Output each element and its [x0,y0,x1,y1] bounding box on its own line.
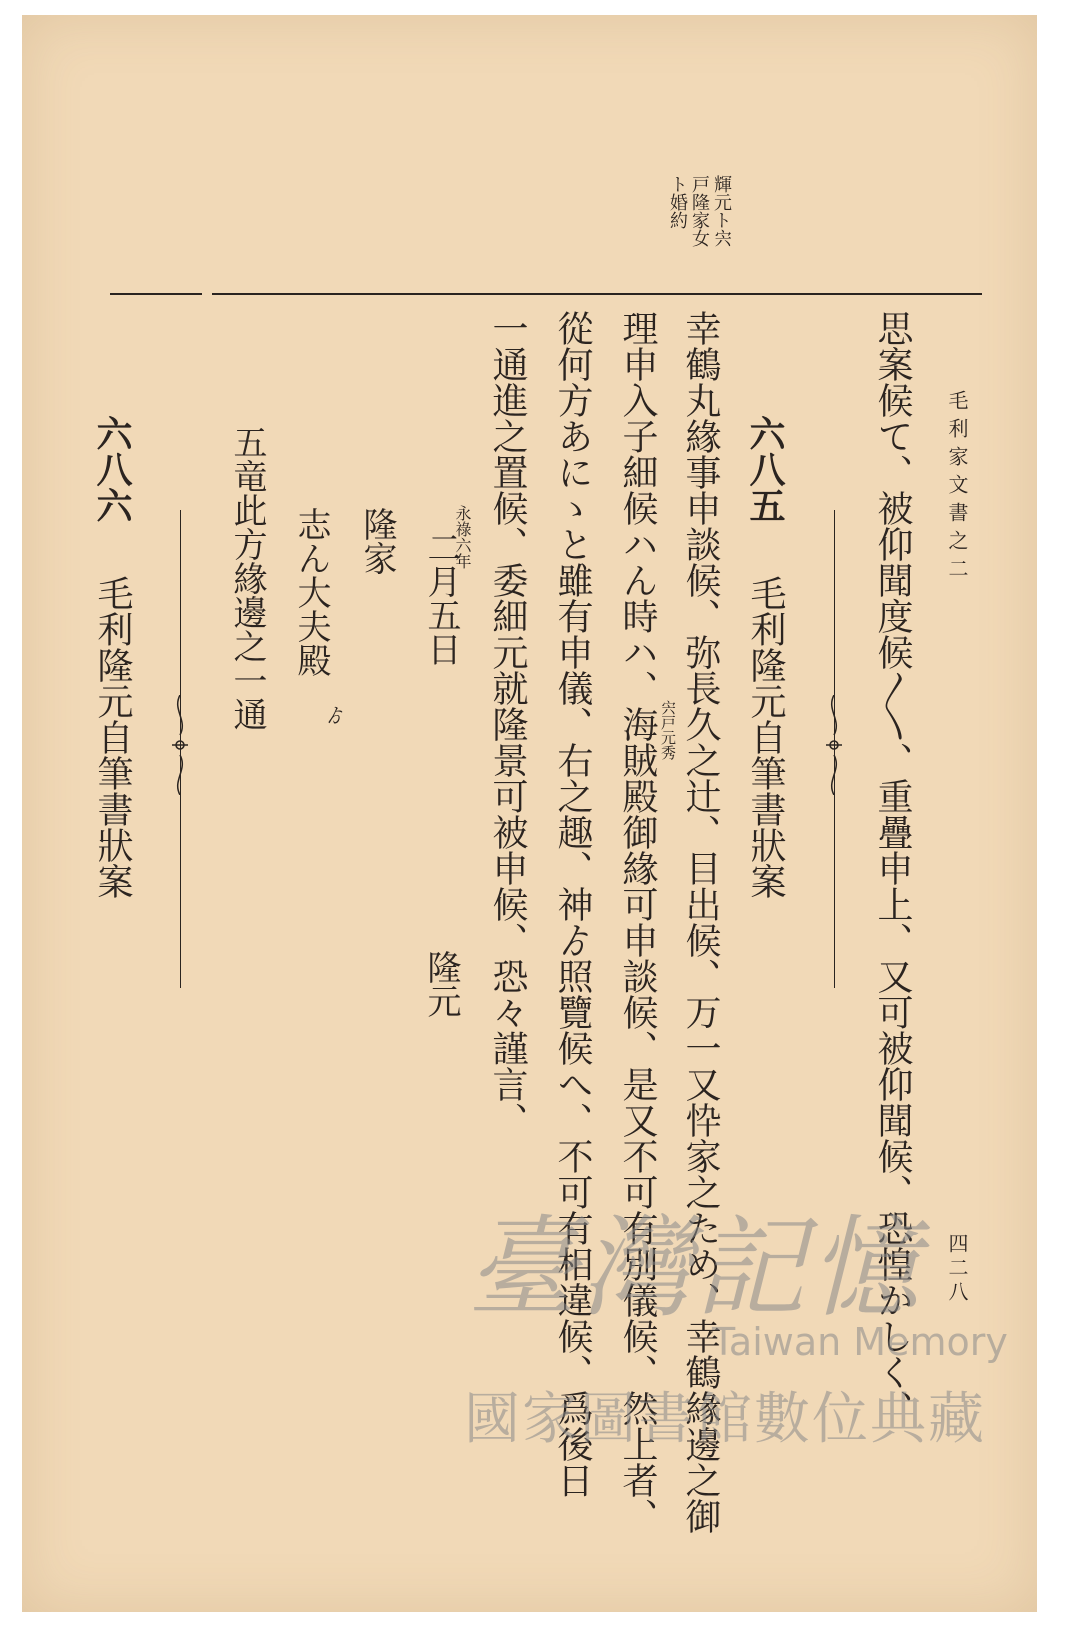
watermark-logo: 臺灣記憶 [467,1204,923,1332]
document-number: 六八六 [91,415,133,523]
year-note: 永祿六年 [453,505,472,569]
document-title: 毛利隆元自筆書狀案 [745,575,786,899]
page-number: 四二八 [945,1233,969,1305]
document-title: 毛利隆元自筆書狀案 [92,575,133,899]
watermark-library: 國家圖書館數位典藏 [464,1387,986,1452]
author: 隆家 [357,507,397,575]
ornament-icon [822,695,846,795]
body-line: 從何方あにゝと雖有申儀、右之趣、神ゟ照覽候へ、不可有相違候、爲後日 [552,310,593,1498]
running-title: 毛利家文書之二 [945,390,969,586]
body-line: 一通進之置候、委細元就隆景可被申候、恐々謹言、 [487,310,528,1138]
ornament-icon [168,695,192,795]
top-rule [110,293,982,295]
body-line: 幸鶴丸緣事申談候、弥長久之辻、目出候、万一又忰家之ため、幸鶴緣邊之御 [680,310,721,1534]
rule-break [202,289,212,298]
footnote: 五竜此方緣邊之一通 [227,425,267,731]
continued-text-line: 思案候て、被仰聞度候〳〵、重疊申上、又可被仰聞候、恐惶かしく、 [872,310,913,1426]
document-date: 二月五日 [421,530,461,666]
document-number: 六八五 [744,415,786,523]
addressee: 志ん大夫殿 [291,507,331,677]
margin-note-line: 輝元ト宍 [711,175,732,247]
margin-note-line: 戸隆家女 [689,175,710,247]
inline-annotation: 宍戸元秀 [659,700,677,760]
signer: 隆元 [421,950,461,1018]
document-page [22,15,1037,1612]
margin-note-line: ト婚約 [667,175,688,229]
watermark-latin: Taiwan Memory [712,1320,1008,1364]
honorific-mark: ゟ [322,705,346,725]
body-line: 理申入子細候ハん時ハ、海賊殿御緣可申談候、是又不可有別儀候、然上者、 [617,310,658,1534]
